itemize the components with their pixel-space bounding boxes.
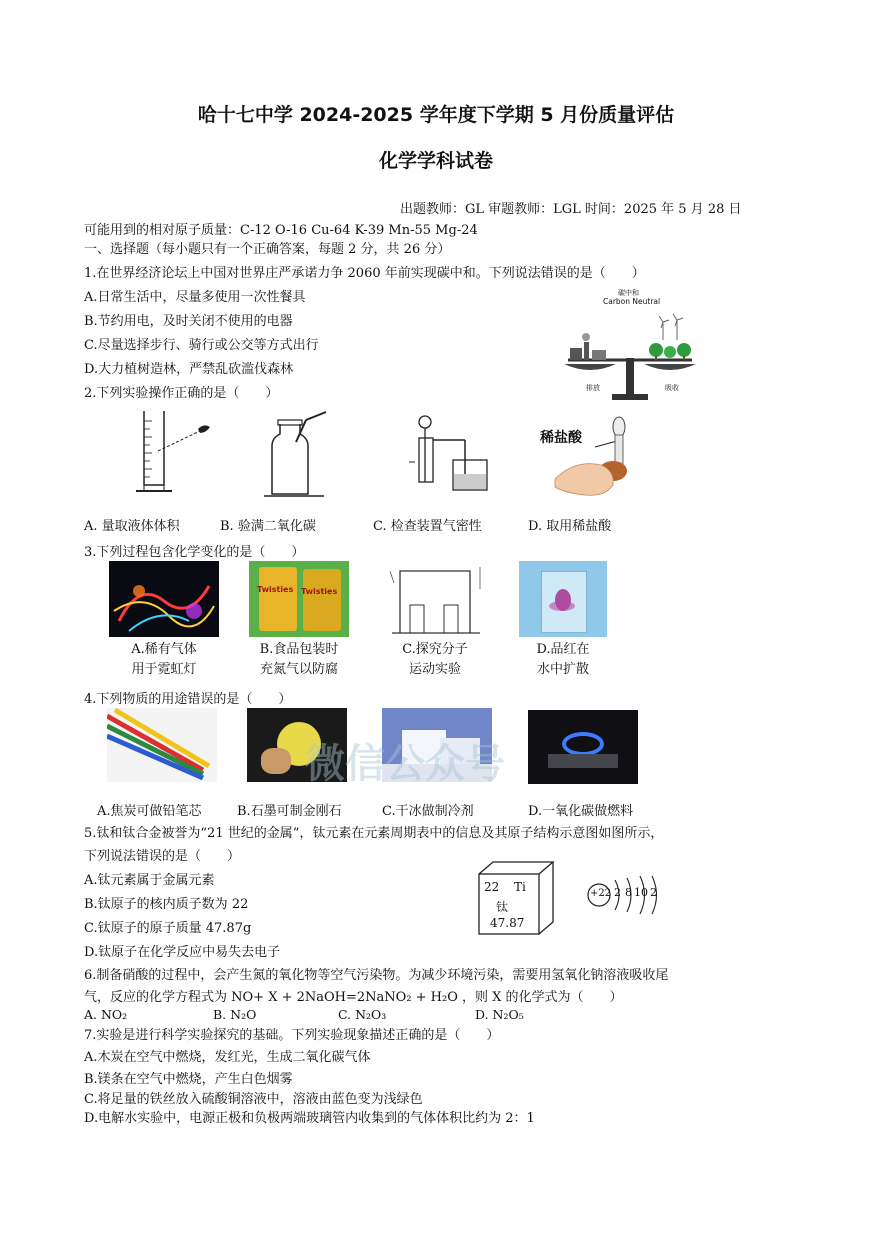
airtight-check-illustration bbox=[405, 410, 515, 498]
q2-option-d: D. 取用稀盐酸 bbox=[528, 519, 612, 534]
q3-caption-b-line2: 充氮气以防腐 bbox=[259, 662, 338, 677]
q6-option-d: D. N₂O₅ bbox=[475, 1007, 524, 1022]
q3-caption-a-line1: A.稀有气体 bbox=[131, 642, 197, 657]
pencils-photo bbox=[107, 708, 217, 782]
chip-brand-left: Twisties bbox=[257, 585, 294, 594]
q2-option-a: A. 量取液体体积 bbox=[84, 519, 180, 534]
q4-stem: 4.下列物质的用途错误的是（ ） bbox=[84, 692, 292, 707]
element-number: 22 bbox=[484, 880, 500, 894]
q3-caption-d-line2: 水中扩散 bbox=[536, 662, 589, 677]
q4-option-b: B.石墨可制金刚石 bbox=[237, 804, 342, 819]
exam-subtitle: 化学学科试卷 bbox=[378, 150, 493, 172]
q4-option-a: A.焦炭可做铅笔芯 bbox=[97, 804, 202, 819]
q3-caption-a bbox=[109, 640, 219, 680]
q7-option-c: C.将足量的铁丝放入硫酸铜溶液中，溶液由蓝色变为浅绿色 bbox=[84, 1092, 423, 1107]
neon-lights-photo bbox=[109, 561, 219, 637]
atomic-masses: 可能用到的相对原子质量：C-12 O-16 Cu-64 K-39 Mn-55 Mg-24 bbox=[84, 223, 478, 238]
q2-option-c: C. 检查装置气密性 bbox=[373, 519, 482, 534]
dropper-hand-illustration bbox=[555, 415, 645, 500]
q5-option-b: B.钛原子的核内质子数为 22 bbox=[84, 897, 249, 912]
atom-shell-1: 2 bbox=[614, 886, 621, 899]
element-name: 钛 bbox=[496, 900, 509, 914]
q3-caption-d-line1: D.品红在 bbox=[536, 642, 590, 657]
q4-option-c: C.干冰做制冷剂 bbox=[382, 804, 474, 819]
section-heading: 一、选择题（每小题只有一个正确答案，每题 2 分，共 26 分） bbox=[84, 242, 451, 257]
atom-shell-4: 2 bbox=[650, 886, 657, 899]
q1-option-b: B.节约用电，及时关闭不使用的电器 bbox=[84, 314, 293, 329]
q4-option-d: D.一氧化碳做燃料 bbox=[528, 804, 634, 819]
watermark-text: 微信公众号 bbox=[305, 741, 505, 787]
q6-line2: 气，反应的化学方程式为 NO+ X + 2NaOH=2NaNO₂ + H₂O ，则 X 的化学式为（ ） bbox=[84, 990, 623, 1005]
chip-bags-photo bbox=[249, 561, 349, 637]
q3-caption-c bbox=[385, 640, 485, 680]
q5-stem-line1: 5.钛和钛合金被誉为“21 世纪的金属”，钛元素在元素周期表中的信息及其原子结构示意图如图所示， bbox=[84, 826, 664, 841]
q5-option-d: D.钛原子在化学反应中易失去电子 bbox=[84, 945, 281, 960]
gas-stove-photo bbox=[528, 710, 638, 784]
q1-stem: 1.在世界经济论坛上中国对世界庄严承诺力争 2060 年前实现碳中和。下列说法错误的是（ ） bbox=[84, 266, 645, 281]
q3-caption-d bbox=[513, 640, 613, 680]
q3-caption-c-line1: C.探究分子 bbox=[402, 642, 468, 657]
atom-shell-2: 8 bbox=[625, 886, 632, 899]
q7-stem: 7.实验是进行科学实验探究的基础。下列实验现象描述正确的是（ ） bbox=[84, 1028, 500, 1043]
q6-option-a: A. NO₂ bbox=[84, 1007, 128, 1022]
q6-option-b: B. N₂O bbox=[213, 1007, 257, 1022]
carbon-balance-illustration bbox=[560, 310, 710, 405]
molecule-motion-experiment-illustration bbox=[388, 563, 488, 637]
q7-option-b: B.镁条在空气中燃烧，产生白色烟雾 bbox=[84, 1072, 293, 1087]
q1-figure-right-label: 吸收 bbox=[665, 384, 679, 392]
chip-brand-right: Twisties bbox=[301, 587, 338, 596]
atom-shell-3: 10 bbox=[634, 886, 648, 899]
exam-meta: 出题教师：GL 审题教师：LGL 时间：2025 年 5 月 28 日 bbox=[400, 202, 742, 217]
q1-option-d: D.大力植树造林，严禁乱砍滥伐森林 bbox=[84, 362, 294, 377]
q3-caption-b bbox=[244, 640, 354, 680]
q1-figure-title-cn: 碳中和 bbox=[618, 289, 639, 297]
q7-option-a: A.木炭在空气中燃烧，发红光，生成二氧化碳气体 bbox=[84, 1050, 371, 1065]
q6-option-c: C. N₂O₃ bbox=[338, 1007, 387, 1022]
q2-acid-label: 稀盐酸 bbox=[540, 430, 582, 446]
element-symbol: Ti bbox=[514, 880, 526, 894]
q2-option-b: B. 验满二氧化碳 bbox=[220, 519, 316, 534]
exam-title: 哈十七中学 2024-2025 学年度下学期 5 月份质量评估 bbox=[197, 104, 675, 126]
q2-stem: 2.下列实验操作正确的是（ ） bbox=[84, 386, 279, 401]
dye-diffusion-photo bbox=[519, 561, 607, 637]
q6-line1: 6.制备硝酸的过程中，会产生氮的氧化物等空气污染物。为减少环境污染，需要用氢氧化钠溶液吸收尾 bbox=[84, 968, 669, 983]
q5-stem-line2: 下列说法错误的是（ ） bbox=[84, 849, 241, 864]
q5-option-a: A.钛元素属于金属元素 bbox=[84, 873, 215, 888]
graduated-cylinder-illustration bbox=[132, 405, 232, 500]
q1-figure-title-en: Carbon Neutral bbox=[603, 297, 661, 306]
q3-caption-c-line2: 运动实验 bbox=[408, 662, 461, 677]
q3-caption-b-line1: B.食品包装时 bbox=[259, 642, 339, 657]
q1-option-a: A.日常生活中，尽量多使用一次性餐具 bbox=[84, 290, 306, 305]
atom-nucleus-charge: +22 bbox=[590, 888, 612, 899]
gas-bottle-illustration bbox=[262, 412, 342, 502]
q3-stem: 3.下列过程包含化学变化的是（ ） bbox=[84, 545, 305, 560]
q1-option-c: C.尽量选择步行、骑行或公交等方式出行 bbox=[84, 338, 319, 353]
q5-option-c: C.钛原子的原子质量 47.87g bbox=[84, 921, 252, 936]
element-mass: 47.87 bbox=[490, 916, 525, 930]
q3-caption-a-line2: 用于霓虹灯 bbox=[131, 662, 197, 677]
q1-figure-left-label: 排放 bbox=[586, 384, 600, 392]
q7-option-d: D.电解水实验中，电源正极和负极两端玻璃管内收集到的气体体积比约为 2：1 bbox=[84, 1111, 535, 1126]
